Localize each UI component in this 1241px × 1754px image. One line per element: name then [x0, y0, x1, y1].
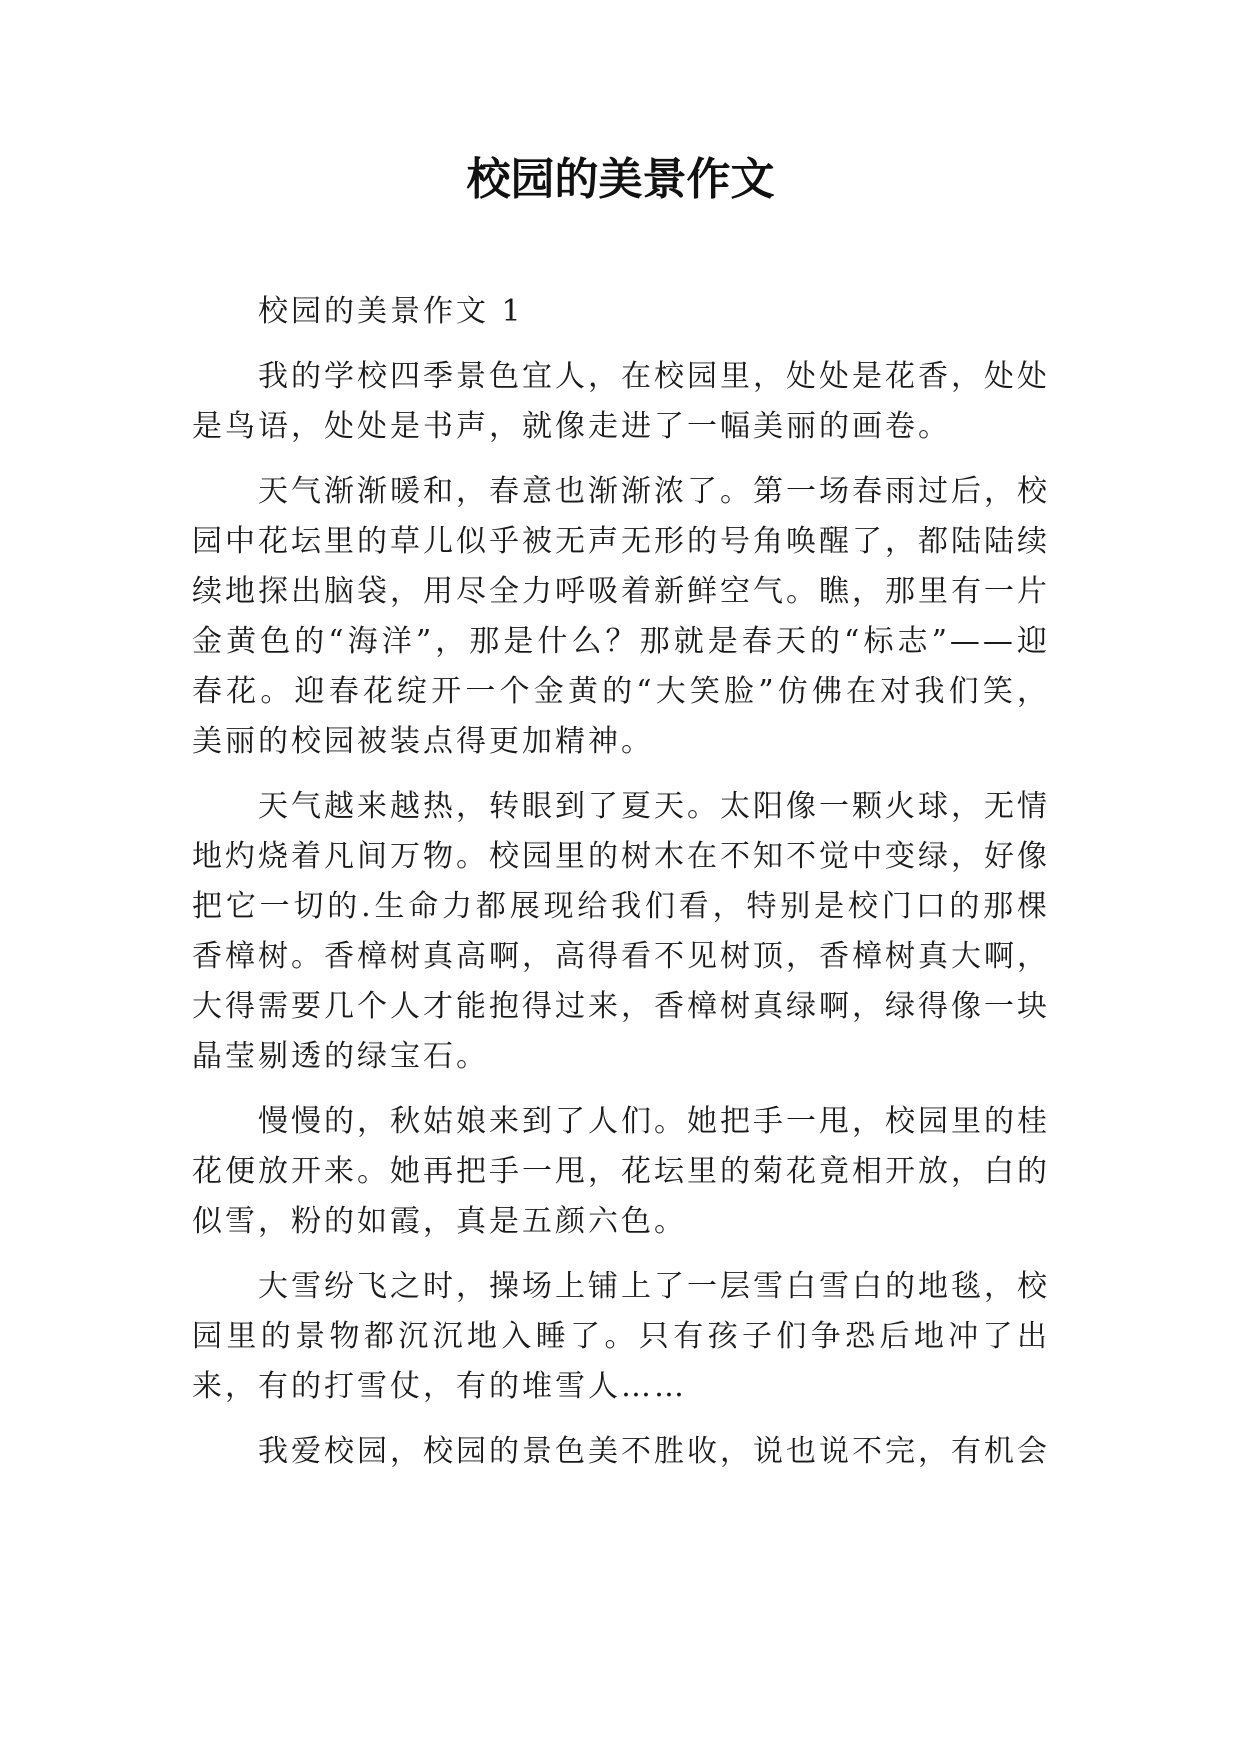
- section-heading: 校园的美景作文 1: [258, 294, 524, 329]
- paragraph-3: 天气越来越热，转眼到了夏天。太阳像一颗火球，无情地灼烧着凡间万物。校园里的树木在不知不觉中变绿，好像把它一切的.生命力都展现给我们看，特别是校门口的那棵香樟树。香樟树真高啊，高得看不见树顶，香樟树真大啊，大得需要几个人才能抱得过来，香樟树真绿啊，绿得像一块晶莹剔透的绿宝石。: [192, 789, 1050, 1074]
- paragraph-2: 天气渐渐暖和，春意也渐渐浓了。第一场春雨过后，校园中花坛里的草儿似乎被无声无形的号角唤醒了，都陆陆续续地探出脑袋，用尽全力呼吸着新鲜空气。瞧，那里有一片金黄色的“海洋”，那是什么？那就是春天的“标志”——迎春花。迎春花绽开一个金黄的“大笑脸”仿佛在对我们笑，美丽的校园被装点得更加精神。: [192, 474, 1050, 759]
- document-title: 校园的美景作文: [466, 154, 775, 205]
- paragraph-4: 慢慢的，秋姑娘来到了人们。她把手一甩，校园里的桂花便放开来。她再把手一甩，花坛里的菊花竟相开放，白的似雪，粉的如霞，真是五颜六色。: [192, 1104, 1050, 1239]
- document-body: [192, 287, 1050, 1492]
- paragraph-6: 我爱校园，校园的景色美不胜收，说也说不完，有机会: [258, 1434, 1050, 1469]
- paragraph-5: 大雪纷飞之时，操场上铺上了一层雪白雪白的地毯，校园里的景物都沉沉地入睡了。只有孩子们争恐后地冲了出来，有的打雪仗，有的堆雪人……: [192, 1269, 1050, 1404]
- paragraph-1: 我的学校四季景色宜人，在校园里，处处是花香，处处是鸟语，处处是书声，就像走进了一幅美丽的画卷。: [192, 359, 1050, 444]
